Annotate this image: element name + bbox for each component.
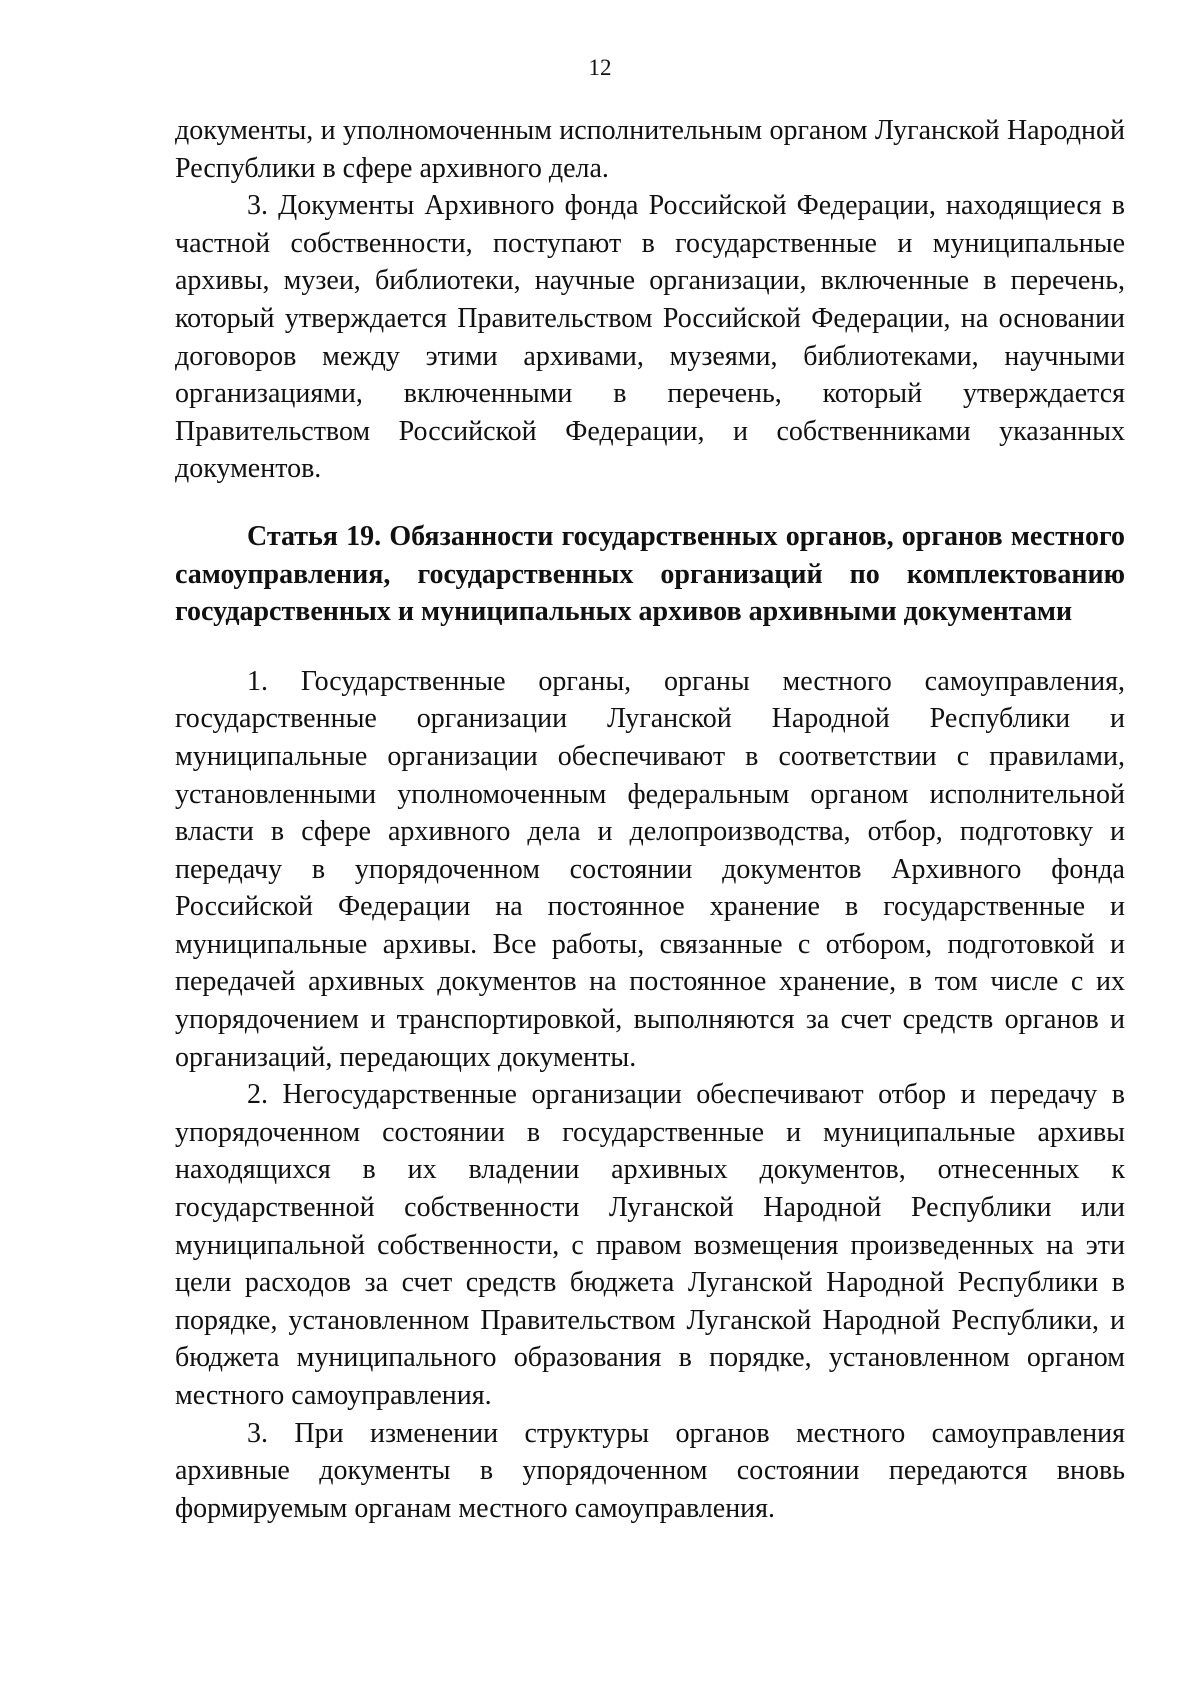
paragraph-continuation: документы, и уполномоченным исполнительным органом Луганской Народной Республики в сфере архивного дела. (175, 115, 1125, 184)
document-body (175, 112, 1125, 1527)
article-19-item-1: 1. Государственные органы, органы местного самоуправления, государственные организации Луганской Народной Республики и муниципальные организации обеспечивают в соответствии с правилами, установленными уполномоченным федеральным органом исполнительной власти в сфере архивного дела и делопроизводства, отбор, подготовку и передачу в упорядоченном состоянии документов Архивного фонда Российской Федерации на постоянное хранение в государственные и муниципальные архивы. Все работы, связанные с отбором, подготовкой и передачей архивных документов на постоянное хранение, в том числе с их упорядочением и транспортировкой, выполняются за счет средств органов и организаций, передающих документы. (175, 665, 1125, 1073)
article-19-item-2: 2. Негосударственные организации обеспечивают отбор и передачу в упорядоченном состоянии в государственные и муниципальные архивы находящихся в их владении архивных документов, отнесенных к государственной собственности Луганской Народной Республики или муниципальной собственности, с правом возмещения произведенных на эти цели расходов за счет средств бюджета Луганской Народной Республики в порядке, установленном Правительством Луганской Народной Республики, и бюджета муниципального образования в порядке, установленном органом местного самоуправления. (175, 1079, 1125, 1411)
paragraph-item-3: 3. Документы Архивного фонда Российской Федерации, находящиеся в частной собственности, поступают в государственные и муниципальные архивы, музеи, библиотеки, научные организации, включенные в перечень, который утверждается Правительством Российской Федерации, на основании договоров между этими архивами, музеями, библиотеками, научными организациями, включенными в перечень, который утверждается Правительством Российской Федерации, и собственниками указанных документов. (175, 190, 1125, 485)
article-19-item-3: 3. При изменении структуры органов местного самоуправления архивные документы в упорядоченном состоянии передаются вновь формируемым органам местного самоуправления. (175, 1417, 1125, 1524)
article-19-heading: Статья 19. Обязанности государственных органов, органов местного самоуправления, государственных организаций по комплектованию государственных и муниципальных архивов архивными документами (175, 520, 1125, 628)
page-number: 12 (588, 55, 612, 80)
